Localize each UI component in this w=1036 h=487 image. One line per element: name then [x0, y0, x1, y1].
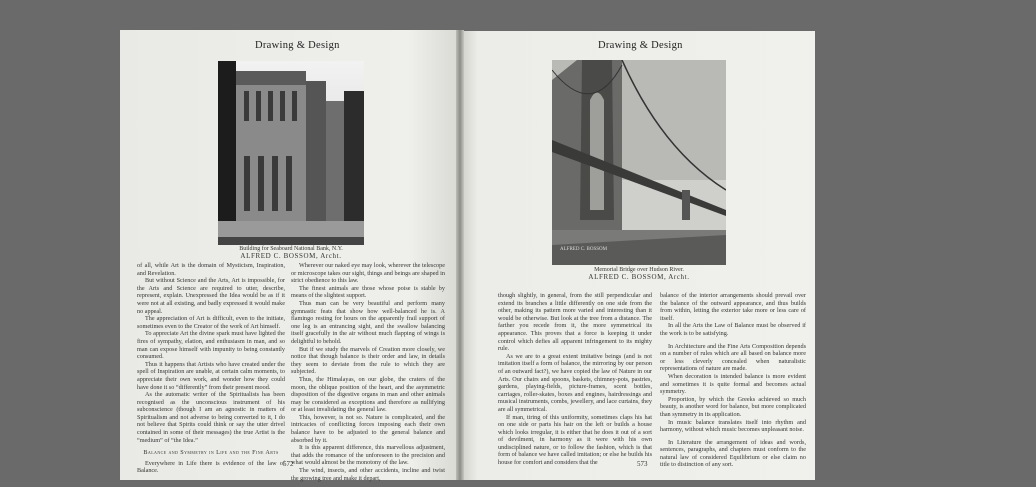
paragraph: though slightly, in general, from the still perpendicular and extend its branches a little differently on one side from the other, making its pattern more varied and interesting than it would be otherwise. But look at the tree from a distance. The farther you recede from it, the more symmetrical its appearance. This proves that a force is keeping it under control which defies all apparent infringement to its mighty rule. — [498, 292, 652, 353]
bank-building-photo — [218, 61, 364, 245]
left-page-column-1 — [137, 262, 285, 475]
paragraph: The finest animals are those whose poise is stable by means of the slightest support. — [291, 284, 445, 300]
right-page-number: 573 — [637, 460, 648, 468]
paragraph: As the automatic writer of the Spiritualists has been recognised as the unconscious instrument of his subconscience (though I am an agnostic in matters of Spiritualism and not adverse to being converted to it, I do not believe that Spirits could think or say the utter drivel contained in some of their messages) the true Artist is the “medium” of “the Idea.” — [137, 391, 285, 444]
paragraph: In all the Arts the Law of Balance must be observed if the work is to be satisfying. — [660, 322, 806, 337]
paragraph: When decoration is intended balance is more evident and sometimes it is quite formal and becomes actual symmetry. — [660, 372, 806, 396]
paragraph: Thus it happens that Artists who have created under the spell of Inspiration are unable, at certain calm moments, to appreciate their own work, and wonder how they could have done it so “differently” from their present mood. — [137, 360, 285, 391]
right-page-column-1 — [498, 292, 652, 467]
paragraph: Thus, the Himalayas, on our globe, the craters of the moon, the oblique position of the heart, and the asymmetric disposition of the digestive organs in man and other animals may be considered as exceptions and therefore as nullifying or at least invalidating the general law. — [291, 375, 445, 414]
bridge-signature: ALFRED C. BOSSOM — [560, 247, 608, 252]
paragraph: As we are to a great extent imitative beings (and is not imitation itself a form of balance, the mirroring by our person of an outward fact?), we have copied the law of Nature in our Arts. Our chairs and spoons, baskets, chimney-pots, pastries, gardens, playing-fields, picture-frames, scent bottles, carriages, roller-skates, boxes and engines, hairdressings and musical instruments, combs, jewellery, and lace curtains, they are all symmetrical. — [498, 352, 652, 413]
paragraph: To appreciate Art the divine spark must have lighted the fires of sympathy, elation, and enthusiasm in man, and so man can expose himself with impunity to being constantly consumed. — [137, 330, 285, 361]
left-caption-title: Building for Seaboard National Bank, N.Y. — [239, 246, 343, 252]
left-caption-architect: ALFRED C. BOSSOM, Archt. — [240, 252, 342, 260]
paragraph: Everywhere in Life there is evidence of the law of Balance. — [137, 459, 285, 475]
paragraph: In Architecture and the Fine Arts Composition depends on a number of rules which are all based on balance more or less cleverly concealed when naturalistic representations of nature are made. — [660, 342, 806, 373]
paragraph: In music balance translates itself into rhythm and harmony, without which music becomes unpleasant noise. — [660, 418, 806, 434]
paragraph: The wind, insects, and other accidents, incline and twist the growing tree and make it depart, — [291, 467, 445, 482]
paragraph: But if we study the marvels of Creation more closely, we notice that though balance is their order and law, in details they seem to deviate from the rule to which they are subjected. — [291, 345, 445, 376]
right-running-header: Drawing & Design — [598, 40, 683, 51]
paragraph: This, however, is not so. Nature is complicated, and the intricacies of conflicting forces imposing each their own balance have to be adjusted to the general balance and absorbed by it. — [291, 413, 445, 444]
book-gutter — [456, 30, 464, 480]
paragraph: If man, tiring of this uniformity, sometimes claps his hat on one side or parts his hair on the left or builds a house which looks irregular, it is either that he does it out of a sort of devilment, in harmony as it were with his own undisciplined nature, or to follow the fashion, which is that form of balance we have called imitation; or else he builds his house for comfort and considers that the — [498, 413, 652, 467]
right-page-column-2 — [660, 292, 806, 469]
paragraph: In Literature the arrangement of ideas and words, sentences, paragraphs, and chapters must conform to the natural law of considered Equilibrium or else claim no title to distinction of any sort. — [660, 438, 806, 469]
paragraph: But without Science and the Arts, Art is impossible, for the Arts and Science are required to utter, describe, represent, explain. Unexpressed the Idea would be as if it were not at all existing, and badly expressed it would make no appeal. — [137, 277, 285, 315]
paragraph: The appreciation of Art is difficult, even to the initiate, sometimes even to the Creator of the work of Art himself. — [137, 315, 285, 330]
paragraph: Proportion, by which the Greeks achieved so much beauty, is another word for balance, but more complicated than symmetry in its application. — [660, 395, 806, 418]
left-page-number: 572 — [283, 460, 294, 468]
right-caption-architect: ALFRED C. BOSSOM, Archt. — [588, 273, 690, 281]
paragraph: It is this apparent difference, this marvellous adjustment, that adds the romance of the unforeseen to the precision and what would almost be the monotony of the law. — [291, 444, 445, 467]
paragraph: balance of the interior arrangements should prevail over the balance of the outward appearance, and thus builds from within, letting the exterior take more or less care of itself. — [660, 292, 806, 322]
section-heading: Balance and Symmetry in Life and the Fine Arts — [143, 449, 279, 457]
left-caption — [218, 246, 364, 260]
left-page-column-2 — [291, 262, 445, 482]
paragraph: of all, while Art is the domain of Mysticism, Inspiration, and Revelation. — [137, 262, 285, 277]
paragraph: Wherever our naked eye may look, wherever the telescope or microscope takes our sight, things and beings are shaped in strict obedience to this law. — [291, 262, 445, 285]
right-caption — [552, 267, 726, 281]
paragraph: Thus man can be very beautiful and perform many gymnastic feats that show how well-balanced he is. A flamingo resting for hours on the apparently frail support of one leg is an entrancing sight, and the swallow balancing itself gracefully in the air without much flapping of wings is delightful to behold. — [291, 299, 445, 345]
left-running-header: Drawing & Design — [255, 40, 340, 51]
right-caption-title: Memorial Bridge over Hudson River. — [594, 267, 684, 273]
bridge-drawing — [552, 60, 726, 265]
